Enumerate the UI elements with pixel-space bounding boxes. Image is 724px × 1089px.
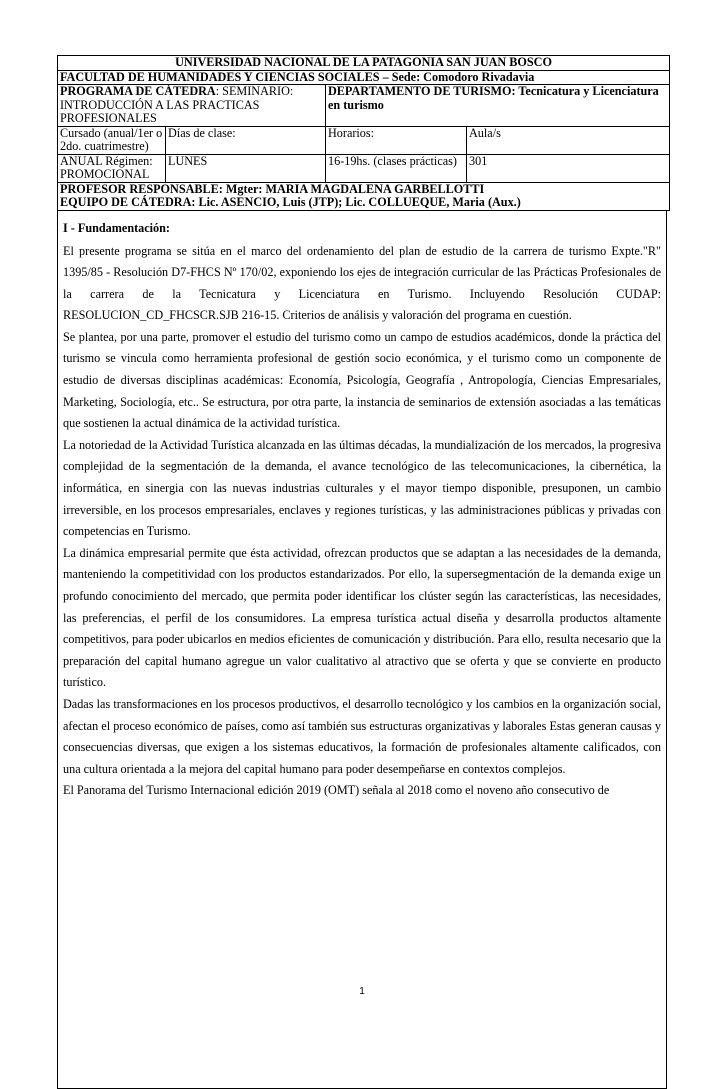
- cell-horarios: 16-19hs. (clases prácticas): [326, 154, 467, 182]
- paragraph: La notoriedad de la Actividad Turística alcanzada en las últimas décadas, la mundialización de los mercados, la progresiva complejidad de la segmentación de la demanda, el avance tecnológico de las telecomunicaciones, la cibernética, la informática, en sinergia con las nuevas industrias culturales y el mayor tiempo disponible, presuponen, un cambio irreversible, en los procesos empresariales, enclaves y regiones turísticas, y las administraciones públicas y privadas con competencias en Turismo.: [63, 437, 661, 539]
- col-header-cursado: Cursado (anual/1er o 2do. cuatrimestre): [58, 126, 166, 154]
- paragraph: El presente programa se sitúa en el marco del ordenamiento del plan de estudio de la carrera de turismo Expte."R" 1395/85 - Resolución D7-FHCS Nº 170/02, exponiendo los ejes de integración curricular de las Prácticas Profesionales de la carrera de la Tecnicatura y Licenciatura en Turismo. Incluyendo Resolución CUDAP: RESOLUCION_CD_FHCSCR.SJB 216-15. Criterios de análisis y valoración del programa en cuestión.: [63, 243, 661, 323]
- program-value: : SEMINARIO: INTRODUCCIÓN A LAS PRACTICAS PROFESIONALES: [60, 84, 294, 125]
- document-page: [57, 55, 669, 1089]
- col-header-horarios: Horarios:: [326, 126, 467, 154]
- paragraph: Dadas las transformaciones en los procesos productivos, el desarrollo tecnológico y los cambios en la organización social, afectan el proceso económico de países, como así también sus estructuras organizativas y laborales Estas generan causas y consecuencias diversas, que exigen a los sistemas educativos, la formación de profesionales altamente calificados, con una cultura orientada a la mejora del capital humano para poder desempeñarse en contextos complejos.: [63, 696, 661, 776]
- content-box: [57, 211, 667, 1089]
- department-cell: DEPARTAMENTO DE TURISMO: Tecnicatura y Licenciatura en turismo: [326, 85, 670, 127]
- header-table: [57, 55, 670, 211]
- program-cell: [58, 85, 326, 127]
- paragraph: La dinámica empresarial permite que ésta actividad, ofrezcan productos que se adaptan a las necesidades de la demanda, manteniendo la competitividad con los productos estandarizados. Por ello, la supersegmentación de la demanda exige un profundo conocimiento del mercado, que permita poder identificar los clúster según las características, las necesidades, las preferencias, el perfil de los consumidores. La empresa turística actual diseña y desarrolla productos altamente competitivos, para poder ubicarlos en medios eficientes de comunicación y distribución. Para ello, resulta necesario que la preparación del capital humano agregue un valor cualitativo al atractivo que se oferta y que se convierte en producto turístico.: [63, 545, 661, 690]
- professor-line: PROFESOR RESPONSABLE: Mgter: MARIA MAGDALENA GARBELLOTTI: [60, 181, 485, 196]
- cell-dias: LUNES: [166, 154, 326, 182]
- program-label: PROGRAMA DE CÁTEDRA: [60, 84, 216, 98]
- university-name: UNIVERSIDAD NACIONAL DE LA PATAGONIA SAN JUAN BOSCO: [58, 56, 670, 71]
- paragraph: Se plantea, por una parte, promover el estudio del turismo como un campo de estudios académicos, donde la práctica del turismo se vincula como herramienta profesional de gestión socio económica, y el turismo como un componente de estudio de diversas disciplinas académicas: Economía, Psicología, Geografía , Antropología, Ciencias Empresariales, Marketing, Sociología, etc.. Se estructura, por otra parte, la instancia de seminarios de extensión asociadas a las temáticas que sostienen la actual dinámica de la actividad turística.: [63, 329, 661, 431]
- page-number: 1: [359, 986, 365, 997]
- col-header-dias: Días de clase:: [166, 126, 326, 154]
- cell-cursado: ANUAL Régimen: PROMOCIONAL: [58, 154, 166, 182]
- section-title: I - Fundamentación:: [63, 220, 170, 235]
- cell-aula: 301: [467, 154, 670, 182]
- team-line: EQUIPO DE CÁTEDRA: Lic. ASENCIO, Luis (JTP); Lic. COLLUEQUE, Maria (Aux.): [60, 195, 521, 209]
- paragraph: El Panorama del Turismo Internacional edición 2019 (OMT) señala al 2018 como el noveno año consecutivo de: [63, 783, 610, 798]
- col-header-aula: Aula/s: [467, 126, 670, 154]
- staff-cell: [58, 182, 670, 210]
- faculty-name: FACULTAD DE HUMANIDADES Y CIENCIAS SOCIALES – Sede: Comodoro Rivadavia: [58, 70, 670, 85]
